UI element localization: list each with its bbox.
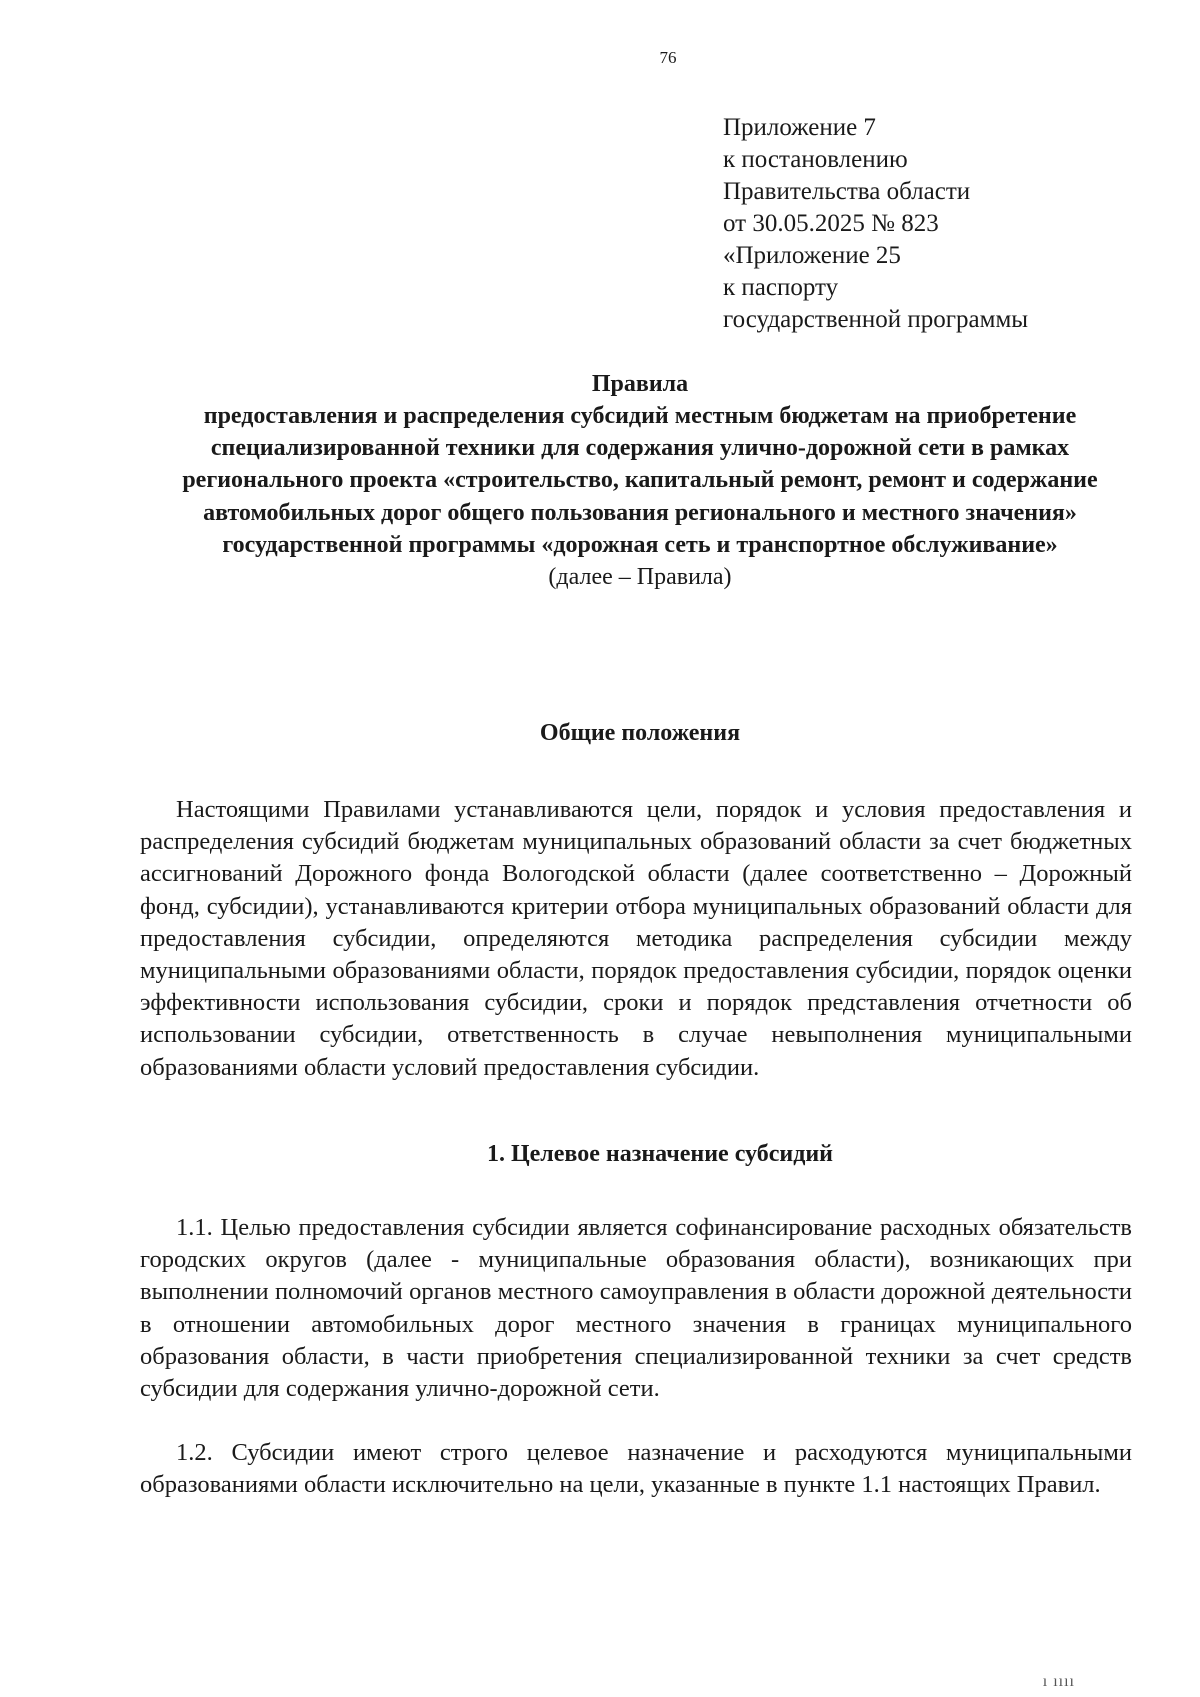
section-1-paragraph-1: 1.1. Целью предоставления субсидии является софинансирование расходных обязательств городских округов (далее - муниципальные образования области), возникающих при выполнении полномочий органов местного самоуправления в области дорожной деятельности в отношении автомобильных дорог местного значения в границах муниципального образования области, в части приобретения специализированной техники за счет средств субсидии для содержания улично-дорожной сети. xyxy=(140,1214,1132,1403)
annex-line: к постановлению xyxy=(723,146,908,173)
annex-line: государственной программы xyxy=(723,306,1029,333)
document-title-block xyxy=(140,368,1140,593)
annex-line: от 30.05.2025 № 823 xyxy=(723,210,939,237)
document-subtitle: предоставления и распределения субсидий местным бюджетам на приобретение специализированной техники для содержания улично-дорожной сети в рамках регионального проекта «строительство, капитальный ремонт, ремонт и содержание автомобильных дорог общего пользования регионального и местного значения» государственной программы «дорожная сеть и транспортное обслуживание» xyxy=(182,403,1098,558)
annex-line: Правительства области xyxy=(723,178,971,205)
annex-line: «Приложение 25 xyxy=(723,242,901,269)
annex-line: к паспорту xyxy=(723,274,839,301)
general-provisions-heading: Общие положения xyxy=(539,720,741,746)
page-number: 76 xyxy=(659,48,677,67)
general-provisions-paragraph: Настоящими Правилами устанавливаются цели, порядок и условия предоставления и распределения субсидий бюджетам муниципальных образований области за счет бюджетных ассигнований Дорожного фонда Вологодской области (далее соответственно – Дорожный фонд, субсидии), устанавливаются критерии отбора муниципальных образований области для предоставления субсидии, определяются методика распределения субсидии между муниципальными образованиями области, порядок предоставления субсидии, порядок оценки эффективности использования субсидии, сроки и порядок представления отчетности об использовании субсидии, ответственность в случае невыполнения муниципальными образованиями области условий предоставления субсидии. xyxy=(140,796,1132,1081)
section-1-heading: 1. Целевое назначение субсидий xyxy=(486,1141,834,1167)
section-1-paragraph-2: 1.2. Субсидии имеют строго целевое назначение и расходуются муниципальными образованиями области исключительно на цели, указанные в пункте 1.1 настоящих Правил. xyxy=(140,1439,1132,1499)
annex-block xyxy=(723,112,1028,336)
document-title-note: (далее – Правила) xyxy=(548,564,732,591)
annex-line: Приложение 7 xyxy=(723,114,876,141)
scan-edge-mark: ı ıııı xyxy=(1042,1673,1075,1690)
document-title: Правила xyxy=(591,371,689,397)
